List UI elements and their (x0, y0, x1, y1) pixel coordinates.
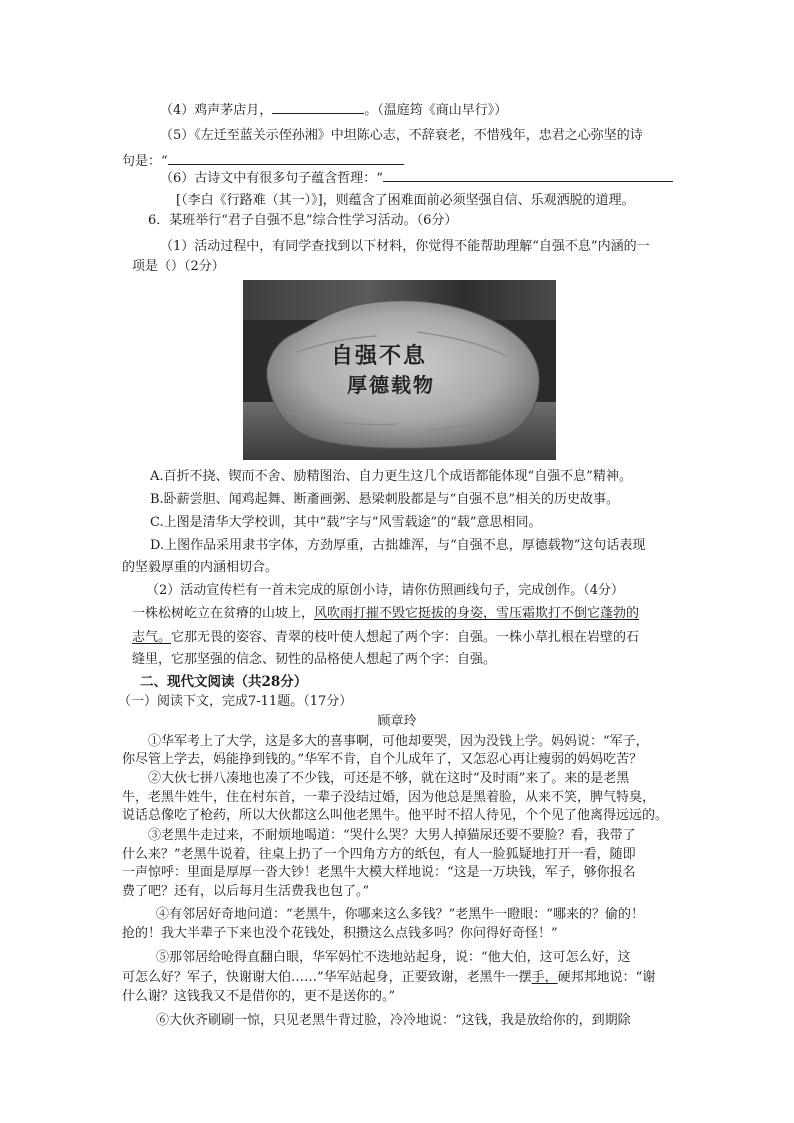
para-5-line-2 (122, 970, 655, 986)
para-5-line-3: 什么谢？这钱我又不是借你的，更不是送你的。” (122, 989, 396, 1004)
para-4-line-1: ④有邻居好奇地问道：“老黑牛，你哪来这么多钱？”老黑牛一瞪眼：“哪来的？偷的！ (156, 907, 644, 922)
option-d-line-2: 的坚毅厚重的内涵相切合。 (122, 560, 279, 575)
q6-sub1-line-2: 项是（）（2分） (132, 259, 225, 274)
para-5-line-2-tail: 硬邦邦地说：“谢 (557, 970, 656, 985)
para-2-line-1: ②大伙七拼八凑地也凑了不少钱，可还是不够，就在这时“及时雨”来了。来的是老黑 (148, 771, 630, 786)
para-2-line-3: 说话总像吃了枪药，所以大伙都这么叫他老黑牛。他平时不招人待见，个个见了他离得远远的。 (122, 808, 669, 823)
poem-line-3: 缝里，它那坚强的信念、韧性的品格使人想起了两个字：自强。 (132, 652, 497, 667)
q6-prompt: （6）古诗文中有很多句子蕴含哲理：“ (160, 171, 383, 186)
q4-answer-blank[interactable] (272, 101, 364, 114)
stone-motto-line-2: 厚德载物 (347, 373, 435, 397)
q6-answer-blank[interactable] (383, 169, 673, 182)
para-3-line-1: ③老黑牛走过来，不耐烦地喝道：“哭什么哭？大男人掉猫尿还要不要脸？看，我带了 (148, 828, 636, 843)
para-3-line-2: 什么来？”老黑牛说着，往桌上扔了一个四角方方的纸包，有人一脸狐疑地打开一看，随即 (122, 847, 636, 862)
para-3-line-3: 一声惊呼：里面是厚厚一沓大钞！老黑牛大模大样地说：“这是一万块钱，军子，够你报名 (122, 865, 636, 880)
question-6-title: 6．某班举行“君子自强不息”综合性学习活动。（6分） (148, 213, 458, 228)
para-1-line-2: 你尽管上学去，妈能挣到钱的。”华军不肯，自个儿成年了，又怎忍心再让瘦弱的妈妈吃苦？ (122, 752, 643, 767)
q5-line-1: （5）《左迁至蓝关示侄孙湘》中坦陈心志，不辞衰老，不惜残年，忠君之心弥坚的诗 (160, 128, 643, 143)
option-a: A.百折不挠、锲而不舍、励精图治、自力更生这几个成语都能体现“自强不息”精神。 (150, 469, 632, 484)
option-d-line-1: D.上图作品采用隶书字体，方劲厚重，古拙雄浑，与“自强不息，厚德载物”这句话表现 (150, 538, 646, 553)
q6-sub2: （2）活动宣传栏有一首未完成的原创小诗，请你仿照画线句子，完成创作。（4分） (146, 583, 625, 598)
q5-answer-blank[interactable] (168, 152, 404, 165)
para-5-line-1: ⑤那邻居给呛得直翻白眼，华军妈忙不迭地站起身，说：“他大伯，这可怎么好，这 (156, 950, 631, 965)
q4-line (160, 101, 507, 119)
q5-line-2 (122, 152, 404, 170)
option-c: C.上图是清华大学校训，其中“载”字与“风雪载途”的“载”意思相同。 (150, 515, 542, 530)
option-b: B.卧薪尝胆、闻鸡起舞、断齑画粥、悬梁刺股都是与“自强不息”相关的历史故事。 (150, 492, 619, 507)
q4-text: （4）鸡声茅店月， (160, 103, 273, 118)
para-5-line-2-text: 可怎么好？军子，快谢谢大伯……”华军站起身，正要致谢，老黑牛一摆 (122, 970, 532, 985)
q5-prompt: 句是：“ (122, 154, 168, 169)
poem-underlined-sentence-1: 风吹雨打摧不毁它挺拔的身姿，雪压霜欺打不倒它蓬勃的 (314, 606, 640, 621)
q6-line-1 (160, 169, 673, 187)
q6-line-2: [（李白《行路难（其一）》]，则蕴含了困难面前必须坚强自信、乐观洒脱的道理。 (176, 193, 635, 208)
para-3-line-4: 费了吧？还有，以后每月生活费我也包了。” (122, 884, 370, 899)
poem-line-1-text: 一株松树屹立在贫瘠的山坡上， (132, 606, 315, 621)
section-two-heading: 二、现代文阅读（共28分） (140, 674, 308, 690)
poem-line-2-text: 它那无畏的姿容、青翠的枝叶使人想起了两个字：自强。一株小草扎根在岩壁的石 (171, 630, 640, 645)
stone-motto-line-1: 自强不息 (331, 343, 428, 369)
campus-stone-photo (243, 280, 556, 460)
q6-sub1-line-1: （1）活动过程中，有同学查找到以下材料，你觉得不能帮助理解“自强不息”内涵的一 (160, 239, 650, 254)
q4-source: 。（温庭筠《商山早行》） (364, 103, 508, 118)
stone-shape (257, 292, 547, 452)
poem-line-1 (132, 606, 639, 622)
para-5-underlined-word: 手， (531, 970, 558, 985)
para-6-line-1: ⑥大伙齐刷刷一惊，只见老黑牛背过脸，冷冷地说：“这钱，我是放给你的，到期除 (156, 1013, 631, 1028)
poem-line-2 (132, 630, 639, 646)
poem-underlined-sentence-2: 志气。 (132, 630, 172, 645)
para-2-line-2: 牛，老黑牛姓牛，住在村东首，一辈子没结过婚，因为他总是黑着脸，从来不笑，脾气特臭， (122, 790, 656, 805)
article-title: 顾章玲 (377, 714, 417, 729)
para-4-line-2: 抢的！我大半辈子下来也没个花钱处，积攒这么点钱多吗？你问得好奇怪！” (122, 926, 558, 941)
para-1-line-1: ①华军考上了大学，这是多大的喜事啊，可他却要哭，因为没钱上学。妈妈说：“军子， (148, 734, 649, 749)
reading-subsection-title: （一）阅读下文，完成7-11题。（17分） (118, 694, 353, 709)
